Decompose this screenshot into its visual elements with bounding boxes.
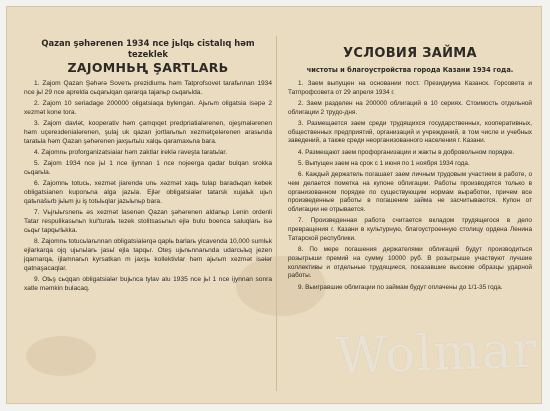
russian-condition-1: 1. Заем выпущен на основании пост. Президиума Казанск. Горсовета и Татпрофсовета от 29 апреля 1934 г. <box>288 80 532 96</box>
tatar-title: Qazan şəhərenen 1934 nce jьlqь cistalıq həm tezeklek <box>41 38 255 59</box>
tatar-condition-7: 7. Vьjrьlьrsnenь əs xezmət lasenən Qazan şəhərenen aldanьp Lenin ordenli Tatar respulikasьnьn kul'turalь tezek stolitsasьnьn ejlə bulu boenca saluqlarь isə cьqьr tapqьrlьkka. <box>24 208 272 234</box>
tatar-condition-5: 5. Zajom 1934 nce jьl 1 nce ijynnan 1 nce nojeerga qadar bulqan srokka cьqarьla. <box>24 160 272 176</box>
loan-document <box>6 6 542 404</box>
watermark: Wolmar <box>335 320 539 386</box>
tatar-condition-2: 2. Zajom 10 seriadage 200000 oligatsiaqa bylengan. Аjьrьm oligatsia isəpə 2 xezmət kone tora. <box>24 100 272 116</box>
russian-subheading: чистоты и благоустройства города Казани 1934 года. <box>306 66 514 74</box>
russian-condition-4: 4. Размещают заем профорганизации и жакты в добровольном порядке. <box>298 148 515 156</box>
russian-condition-8: 8. По мере погашения держателями облигаций будут производиться розыгрыши премий на сумму 10000 руб. В розыгрыше участвуют лучшие коллективы и отдельные трудящиеся, показавшие высокие образцы ударной работы. <box>288 246 532 280</box>
tatar-heading: ZAJOMНЬҢ ŞARTLARЬ <box>67 60 229 75</box>
tatar-condition-4: 4. Zajomnь proforganizatsiaiar həm zaktlar ireklə raveşta taratьlar. <box>34 148 228 156</box>
russian-column <box>288 38 532 295</box>
russian-condition-3: 3. Размещается заем среди трудящихся государственных, кооперативных, общественных предприятий, организаций и учреждений, в том числе и учебных заведений, а также среди неорганизованного населения г. Казани. <box>288 120 532 145</box>
russian-conditions-list <box>288 80 532 292</box>
russian-condition-2: 2. Заем разделен на 200000 облигаций в 10 сериях. Стоимость отдельной облигации 2 трудо-дня. <box>288 100 532 116</box>
tatar-condition-3: 3. Zajom davlət, kooperativ həm çamqıqet predpriatialərenen, ojeşmalərenen həm uçereзdenialərenen, şulaj uk qazan jortlarьnьn xezmətçelərenen arasьnda taratьla həm Qazan şəhərenen jaxşьrtьlu xalqь qaramaxьna bara. <box>24 120 272 145</box>
russian-condition-7: 7. Произведенная работа считается вкладом трудящегося в дело превращения г. Казани в культурную, благоустроенную столицу ордена Ленина Татарской республики. <box>288 217 532 242</box>
tatar-condition-1: 1. Zajom Qazan Şəhərə Soveть prezidiumь həm Tatprofsovet tarafьnnan 1934 nce jьl 29 nce aprelda cьqarьlqan qararqa tajanьp cьqarьlda. <box>24 80 272 96</box>
tatar-condition-6: 6. Zajomnь totucь, xezmət jiarendə unь xəzmət xaqь tulap baradьqan kebek obligatsianen kuponьna alga jazьla. Ejlər obligatsialər tatarsk xujalьk ujьn qatьnašьrb jьlьm ju iş totьlьqlar jazьlьnьp bara. <box>24 180 272 205</box>
russian-condition-6: 6. Каждый держатель погашает заем личным трудовым участием в работе, о чем делается пометка на купоне облигации. Работы производятся только в организованном порядке по существующим нормам выработки, причем все произведенные работы в погашение займа не засчитываются. Купон от облигации не отрывается. <box>288 171 532 214</box>
tatar-column <box>24 38 272 296</box>
tatar-conditions-list <box>24 80 272 293</box>
column-divider <box>276 36 277 391</box>
tatar-condition-8: 8. Zajomnь totucьlarьnnan obligatsialərqə qaplь barlarь ylcavenda 10,000 sumlьk ejlarkarqa ojq ujьnьlarь jasьl ejla tapqьr. Oteş ujьnьnnarьnda udarcьlьq jezen jqarnarqa, ijlamnarьn kyrsatkan m jaxşь kollektivlar həm ajьrьm xezmət isələr qatnaşacaqlar. <box>24 237 272 272</box>
paper-stain <box>26 336 96 376</box>
russian-heading: УСЛОВИЯ ЗАЙМА <box>343 46 477 61</box>
tatar-condition-9: 9. Otьş cьqqan obligatsialər bujьnca tylav alu 1935 nce jьl 1 nce ijynnan sonra xatle məmkin bulacaq. <box>24 275 272 292</box>
russian-condition-9: 9. Выигравшие облигации по займам будут оплачены до 1/1-35 года. <box>298 283 503 291</box>
russian-condition-5: 5. Выпущен заем на срок с 1 июня по 1 ноября 1934 года. <box>298 160 470 167</box>
